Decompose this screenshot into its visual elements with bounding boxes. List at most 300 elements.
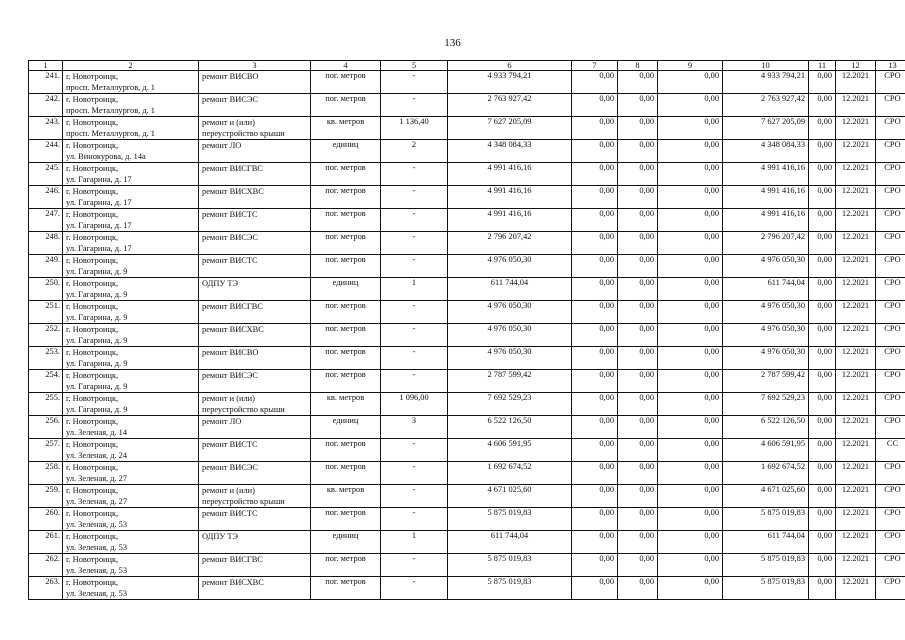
quantity-cell: - [381, 554, 448, 577]
work-type-cell [199, 347, 311, 370]
quantity-cell: - [381, 186, 448, 209]
regional-fund-cell: 4 976 050,30 [723, 347, 809, 370]
unit-cell: пог. метров [311, 554, 381, 577]
column-header: 8 [618, 61, 658, 71]
value-cell: 0,00 [809, 347, 836, 370]
completion-date-cell: 12.2021 [836, 531, 876, 554]
fund-type-cell: СРО [876, 531, 905, 554]
value-cell: 0,00 [572, 439, 618, 462]
unit-cell: пог. метров [311, 186, 381, 209]
address-street: ул. Гагарина, д. 17 [66, 244, 132, 253]
work-type-line: ремонт ВИСЭС [202, 371, 258, 380]
value-cell: 0,00 [658, 577, 723, 600]
value-cell: 0,00 [809, 278, 836, 301]
row-number: 250. [29, 278, 63, 301]
work-type-cell [199, 301, 311, 324]
fund-type-cell: СРО [876, 462, 905, 485]
value-cell: 0,00 [658, 186, 723, 209]
work-type-cell [199, 485, 311, 508]
quantity-cell: - [381, 370, 448, 393]
quantity-cell: 1 136,40 [381, 117, 448, 140]
table-row [29, 531, 905, 554]
regional-fund-cell: 5 875 019,83 [723, 508, 809, 531]
column-header: 2 [63, 61, 199, 71]
work-type-line: ОДПУ ТЭ [202, 279, 239, 288]
address-city: г. Новотроицк, [66, 509, 119, 518]
row-number: 245. [29, 163, 63, 186]
row-number: 256. [29, 416, 63, 439]
address-cell [63, 462, 199, 485]
quantity-cell: - [381, 94, 448, 117]
value-cell: 0,00 [809, 301, 836, 324]
regional-fund-cell: 2 763 927,42 [723, 94, 809, 117]
value-cell: 0,00 [572, 416, 618, 439]
row-number: 249. [29, 255, 63, 278]
value-cell: 0,00 [658, 255, 723, 278]
total-cost-cell: 5 875 019,83 [448, 508, 572, 531]
row-number: 251. [29, 301, 63, 324]
value-cell: 0,00 [572, 140, 618, 163]
value-cell: 0,00 [658, 278, 723, 301]
completion-date-cell: 12.2021 [836, 416, 876, 439]
value-cell: 0,00 [618, 439, 658, 462]
value-cell: 0,00 [658, 71, 723, 94]
value-cell: 0,00 [809, 531, 836, 554]
address-city: г. Новотроицк, [66, 417, 119, 426]
value-cell: 0,00 [572, 232, 618, 255]
total-cost-cell: 4 991 416,16 [448, 186, 572, 209]
address-cell [63, 508, 199, 531]
total-cost-cell: 611 744,04 [448, 531, 572, 554]
address-city: г. Новотроицк, [66, 325, 119, 334]
completion-date-cell: 12.2021 [836, 140, 876, 163]
work-type-line: ремонт ВИСТС [202, 509, 258, 518]
row-number: 242. [29, 94, 63, 117]
regional-fund-cell: 5 875 019,83 [723, 577, 809, 600]
address-street: ул. Гагарина, д. 9 [66, 336, 128, 345]
value-cell: 0,00 [809, 163, 836, 186]
address-street: просп. Металлургов, д. 1 [66, 129, 155, 138]
value-cell: 0,00 [572, 347, 618, 370]
value-cell: 0,00 [809, 370, 836, 393]
address-street: ул. Гагарина, д. 9 [66, 267, 128, 276]
work-type-line: ремонт ВИСХВС [202, 187, 264, 196]
value-cell: 0,00 [572, 117, 618, 140]
unit-cell: пог. метров [311, 255, 381, 278]
work-type-cell [199, 370, 311, 393]
row-number: 254. [29, 370, 63, 393]
work-type-line: ремонт ВИСВО [202, 348, 259, 357]
table-row [29, 186, 905, 209]
value-cell: 0,00 [572, 462, 618, 485]
unit-cell: пог. метров [311, 163, 381, 186]
address-cell [63, 140, 199, 163]
row-number: 246. [29, 186, 63, 209]
row-number: 257. [29, 439, 63, 462]
unit-cell: пог. метров [311, 209, 381, 232]
fund-type-cell: СРО [876, 324, 905, 347]
column-header: 11 [809, 61, 836, 71]
address-street: ул. Зеленая, д. 27 [66, 497, 128, 506]
unit-cell: пог. метров [311, 462, 381, 485]
table-row [29, 209, 905, 232]
table-row [29, 370, 905, 393]
work-type-line: ремонт и (или) [202, 486, 255, 495]
work-type-line: переустройство крыши [202, 497, 285, 506]
address-street: ул. Зеленая, д. 53 [66, 543, 128, 552]
address-street: ул. Зеленая, д. 14 [66, 428, 128, 437]
address-cell [63, 163, 199, 186]
fund-type-cell: СРО [876, 347, 905, 370]
column-header: 6 [448, 61, 572, 71]
regional-fund-cell: 611 744,04 [723, 531, 809, 554]
completion-date-cell: 12.2021 [836, 439, 876, 462]
work-type-line: переустройство крыши [202, 405, 285, 414]
value-cell: 0,00 [618, 163, 658, 186]
work-type-cell [199, 163, 311, 186]
value-cell: 0,00 [572, 186, 618, 209]
regional-fund-cell: 4 991 416,16 [723, 186, 809, 209]
table-row [29, 416, 905, 439]
value-cell: 0,00 [572, 531, 618, 554]
quantity-cell: - [381, 577, 448, 600]
work-type-cell [199, 508, 311, 531]
address-cell [63, 370, 199, 393]
value-cell: 0,00 [658, 439, 723, 462]
regional-fund-cell: 4 671 025,60 [723, 485, 809, 508]
address-street: ул. Зеленая, д. 53 [66, 566, 128, 575]
address-city: г. Новотроицк, [66, 233, 119, 242]
unit-cell: пог. метров [311, 232, 381, 255]
value-cell: 0,00 [809, 232, 836, 255]
work-type-cell [199, 186, 311, 209]
work-type-cell [199, 324, 311, 347]
value-cell: 0,00 [618, 117, 658, 140]
table-row [29, 393, 905, 416]
total-cost-cell: 2 763 927,42 [448, 94, 572, 117]
regional-fund-cell: 4 976 050,30 [723, 324, 809, 347]
completion-date-cell: 12.2021 [836, 209, 876, 232]
header-row [29, 61, 905, 71]
total-cost-cell: 2 796 207,42 [448, 232, 572, 255]
address-cell [63, 278, 199, 301]
value-cell: 0,00 [618, 347, 658, 370]
work-type-line: ремонт и (или) [202, 118, 255, 127]
value-cell: 0,00 [618, 301, 658, 324]
work-type-line: ремонт ВИСТС [202, 210, 258, 219]
table-row [29, 278, 905, 301]
regional-fund-cell: 5 875 019,83 [723, 554, 809, 577]
address-cell [63, 301, 199, 324]
address-cell [63, 347, 199, 370]
total-cost-cell: 611 744,04 [448, 278, 572, 301]
table-row [29, 163, 905, 186]
completion-date-cell: 12.2021 [836, 577, 876, 600]
unit-cell: пог. метров [311, 439, 381, 462]
fund-type-cell: СРО [876, 186, 905, 209]
table-row [29, 140, 905, 163]
row-number: 262. [29, 554, 63, 577]
work-type-line: ремонт ВИСГВС [202, 555, 263, 564]
address-street: просп. Металлургов, д. 1 [66, 106, 155, 115]
row-number: 260. [29, 508, 63, 531]
total-cost-cell: 4 991 416,16 [448, 163, 572, 186]
table-row [29, 347, 905, 370]
value-cell: 0,00 [809, 117, 836, 140]
fund-type-cell: СРО [876, 71, 905, 94]
total-cost-cell: 4 976 050,30 [448, 255, 572, 278]
work-type-line: ремонт ВИСГВС [202, 302, 263, 311]
table-row [29, 232, 905, 255]
fund-type-cell: СРО [876, 485, 905, 508]
value-cell: 0,00 [572, 163, 618, 186]
address-street: ул. Гагарина, д. 17 [66, 198, 132, 207]
address-city: г. Новотроицк, [66, 486, 119, 495]
regional-fund-cell: 4 991 416,16 [723, 209, 809, 232]
work-type-cell [199, 554, 311, 577]
table-row [29, 255, 905, 278]
regional-fund-cell: 7 692 529,23 [723, 393, 809, 416]
quantity-cell: 1 096,00 [381, 393, 448, 416]
value-cell: 0,00 [658, 140, 723, 163]
row-number: 247. [29, 209, 63, 232]
value-cell: 0,00 [658, 301, 723, 324]
fund-type-cell: СРО [876, 278, 905, 301]
total-cost-cell: 4 933 794,21 [448, 71, 572, 94]
column-header: 13 [876, 61, 905, 71]
work-type-cell [199, 393, 311, 416]
unit-cell: пог. метров [311, 508, 381, 531]
value-cell: 0,00 [658, 462, 723, 485]
work-type-line: ремонт ВИСЭС [202, 233, 258, 242]
value-cell: 0,00 [809, 508, 836, 531]
value-cell: 0,00 [572, 508, 618, 531]
value-cell: 0,00 [658, 416, 723, 439]
address-city: г. Новотроицк, [66, 279, 119, 288]
total-cost-cell: 5 875 019,83 [448, 577, 572, 600]
value-cell: 0,00 [809, 255, 836, 278]
address-city: г. Новотроицк, [66, 256, 119, 265]
unit-cell: единиц [311, 531, 381, 554]
fund-type-cell: СРО [876, 117, 905, 140]
fund-type-cell: СРО [876, 163, 905, 186]
value-cell: 0,00 [658, 163, 723, 186]
column-header: 3 [199, 61, 311, 71]
regional-fund-cell: 4 991 416,16 [723, 163, 809, 186]
work-type-line: ремонт ВИСВО [202, 72, 259, 81]
completion-date-cell: 12.2021 [836, 324, 876, 347]
address-cell [63, 485, 199, 508]
address-city: г. Новотроицк, [66, 141, 119, 150]
quantity-cell: - [381, 347, 448, 370]
completion-date-cell: 12.2021 [836, 301, 876, 324]
total-cost-cell: 6 522 126,50 [448, 416, 572, 439]
value-cell: 0,00 [658, 554, 723, 577]
regional-fund-cell: 611 744,04 [723, 278, 809, 301]
table-body [29, 71, 905, 600]
total-cost-cell: 4 976 050,30 [448, 324, 572, 347]
row-number: 248. [29, 232, 63, 255]
quantity-cell: - [381, 462, 448, 485]
value-cell: 0,00 [809, 485, 836, 508]
page-number: 136 [444, 37, 461, 49]
work-type-cell [199, 94, 311, 117]
work-type-line: ремонт ВИСХВС [202, 578, 264, 587]
regional-fund-cell: 2 796 207,42 [723, 232, 809, 255]
unit-cell: пог. метров [311, 324, 381, 347]
regional-fund-cell: 4 976 050,30 [723, 255, 809, 278]
fund-type-cell: СРО [876, 393, 905, 416]
table-row [29, 554, 905, 577]
address-cell [63, 554, 199, 577]
address-city: г. Новотроицк, [66, 371, 119, 380]
total-cost-cell: 2 787 599,42 [448, 370, 572, 393]
row-number: 255. [29, 393, 63, 416]
work-type-line: переустройство крыши [202, 129, 285, 138]
column-header: 5 [381, 61, 448, 71]
quantity-cell: - [381, 209, 448, 232]
address-city: г. Новотроицк, [66, 532, 119, 541]
work-type-cell [199, 278, 311, 301]
completion-date-cell: 12.2021 [836, 232, 876, 255]
regional-fund-cell: 4 976 050,30 [723, 301, 809, 324]
table-row [29, 94, 905, 117]
address-street: ул. Гагарина, д. 9 [66, 359, 128, 368]
unit-cell: пог. метров [311, 370, 381, 393]
work-type-cell [199, 117, 311, 140]
address-city: г. Новотроицк, [66, 348, 119, 357]
work-type-line: ОДПУ ТЭ [202, 532, 239, 541]
address-cell [63, 186, 199, 209]
work-type-cell [199, 255, 311, 278]
value-cell: 0,00 [618, 462, 658, 485]
regional-fund-cell: 4 606 591,95 [723, 439, 809, 462]
quantity-cell: - [381, 232, 448, 255]
value-cell: 0,00 [572, 485, 618, 508]
quantity-cell: - [381, 439, 448, 462]
address-street: ул. Гагарина, д. 9 [66, 382, 128, 391]
address-cell [63, 531, 199, 554]
address-cell [63, 117, 199, 140]
value-cell: 0,00 [618, 531, 658, 554]
table-row [29, 508, 905, 531]
work-type-line: ремонт ВИСЭС [202, 95, 258, 104]
address-street: просп. Металлургов, д. 1 [66, 83, 155, 92]
fund-type-cell: СРО [876, 209, 905, 232]
address-city: г. Новотроицк, [66, 187, 119, 196]
address-cell [63, 209, 199, 232]
register-table [28, 60, 905, 600]
value-cell: 0,00 [658, 485, 723, 508]
unit-cell: пог. метров [311, 301, 381, 324]
value-cell: 0,00 [809, 393, 836, 416]
completion-date-cell: 12.2021 [836, 462, 876, 485]
value-cell: 0,00 [809, 416, 836, 439]
unit-cell: кв. метров [311, 485, 381, 508]
column-header: 12 [836, 61, 876, 71]
completion-date-cell: 12.2021 [836, 278, 876, 301]
column-header: 10 [723, 61, 809, 71]
work-type-line: ремонт ЛО [202, 417, 242, 426]
fund-type-cell: СРО [876, 554, 905, 577]
value-cell: 0,00 [618, 71, 658, 94]
total-cost-cell: 4 348 084,33 [448, 140, 572, 163]
fund-type-cell: СРО [876, 140, 905, 163]
completion-date-cell: 12.2021 [836, 71, 876, 94]
row-number: 253. [29, 347, 63, 370]
table-row [29, 485, 905, 508]
work-type-cell [199, 232, 311, 255]
value-cell: 0,00 [618, 508, 658, 531]
completion-date-cell: 12.2021 [836, 370, 876, 393]
quantity-cell: - [381, 71, 448, 94]
address-street: ул. Гагарина, д. 17 [66, 221, 132, 230]
address-city: г. Новотроицк, [66, 555, 119, 564]
table-row [29, 71, 905, 94]
work-type-cell [199, 439, 311, 462]
value-cell: 0,00 [658, 209, 723, 232]
work-type-line: ремонт ВИСТС [202, 256, 258, 265]
table-row [29, 439, 905, 462]
address-street: ул. Зеленая, д. 24 [66, 451, 128, 460]
completion-date-cell: 12.2021 [836, 186, 876, 209]
value-cell: 0,00 [572, 324, 618, 347]
value-cell: 0,00 [658, 232, 723, 255]
total-cost-cell: 4 976 050,30 [448, 301, 572, 324]
address-cell [63, 416, 199, 439]
value-cell: 0,00 [572, 393, 618, 416]
quantity-cell: 1 [381, 531, 448, 554]
address-street: ул. Винокурова, д. 14а [66, 152, 146, 161]
value-cell: 0,00 [658, 531, 723, 554]
row-number: 243. [29, 117, 63, 140]
column-header: 1 [29, 61, 63, 71]
quantity-cell: - [381, 485, 448, 508]
fund-type-cell: СРО [876, 508, 905, 531]
row-number: 244. [29, 140, 63, 163]
value-cell: 0,00 [618, 140, 658, 163]
work-type-cell [199, 209, 311, 232]
address-cell [63, 94, 199, 117]
column-header: 7 [572, 61, 618, 71]
value-cell: 0,00 [572, 577, 618, 600]
address-street: ул. Зеленая, д. 53 [66, 589, 128, 598]
work-type-cell [199, 71, 311, 94]
value-cell: 0,00 [658, 117, 723, 140]
table-row [29, 117, 905, 140]
work-type-cell [199, 416, 311, 439]
quantity-cell: 3 [381, 416, 448, 439]
address-cell [63, 255, 199, 278]
regional-fund-cell: 4 933 794,21 [723, 71, 809, 94]
value-cell: 0,00 [572, 255, 618, 278]
fund-type-cell: СРО [876, 370, 905, 393]
table-row [29, 577, 905, 600]
value-cell: 0,00 [658, 94, 723, 117]
quantity-cell: - [381, 163, 448, 186]
value-cell: 0,00 [809, 140, 836, 163]
work-type-line: ремонт ЛО [202, 141, 242, 150]
value-cell: 0,00 [658, 508, 723, 531]
value-cell: 0,00 [572, 370, 618, 393]
total-cost-cell: 4 991 416,16 [448, 209, 572, 232]
value-cell: 0,00 [618, 278, 658, 301]
completion-date-cell: 12.2021 [836, 393, 876, 416]
quantity-cell: - [381, 255, 448, 278]
address-city: г. Новотроицк, [66, 210, 119, 219]
completion-date-cell: 12.2021 [836, 508, 876, 531]
fund-type-cell: СРО [876, 301, 905, 324]
